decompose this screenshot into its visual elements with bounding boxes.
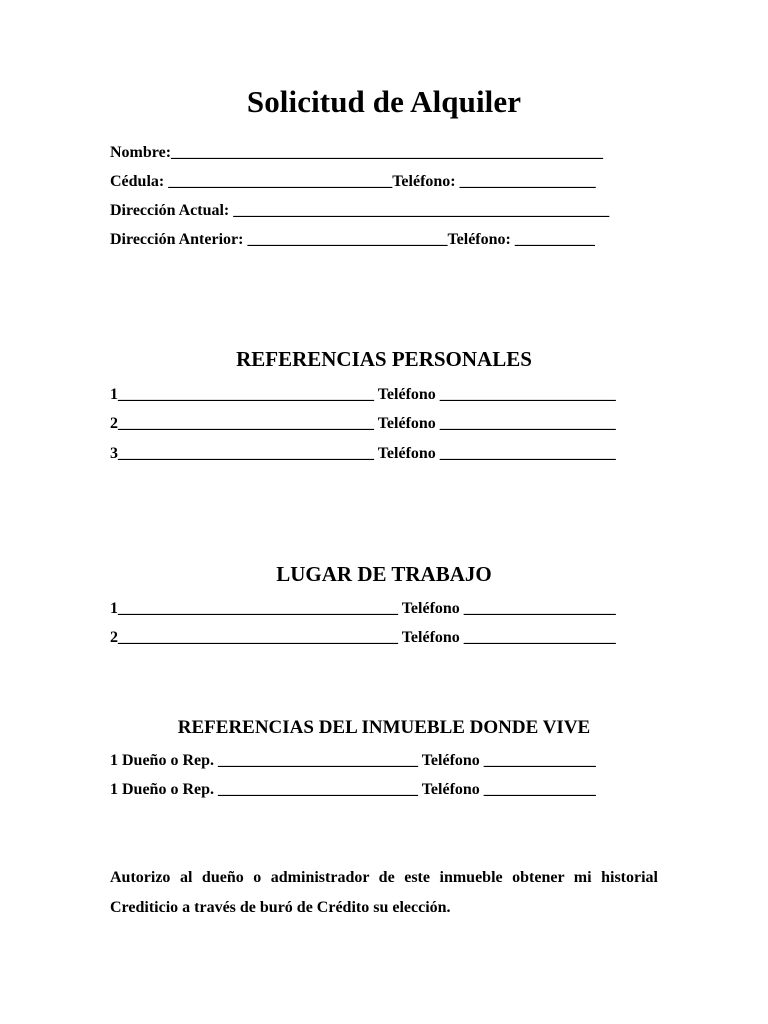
referencia-inmueble-line-2: 1 Dueño o Rep. _________________________ Teléfono ______________ <box>110 781 596 798</box>
referencia-personal-line-1: 1________________________________ Teléfono ______________________ <box>110 386 616 403</box>
autorizacion-paragraph: Autorizo al dueño o administrador de este inmueble obtener mi historial Crediticio a través de buró de Crédito su elección. <box>110 869 658 916</box>
direccion-anterior-field-line: Dirección Anterior: _________________________Teléfono: __________ <box>110 231 595 248</box>
referencias-personales-heading: REFERENCIAS PERSONALES <box>236 347 532 371</box>
lugar-trabajo-line-1: 1___________________________________ Teléfono ___________________ <box>110 600 616 617</box>
lugar-de-trabajo-heading: LUGAR DE TRABAJO <box>276 562 492 586</box>
referencias-inmueble-heading: REFERENCIAS DEL INMUEBLE DONDE VIVE <box>177 717 591 738</box>
cedula-telefono-field-line: Cédula: ____________________________Teléfono: _________________ <box>110 173 596 190</box>
referencia-personal-line-2: 2________________________________ Teléfono ______________________ <box>110 415 616 432</box>
nombre-field-line: Nombre:______________________________________________________ <box>110 144 604 161</box>
lugar-trabajo-line-2: 2___________________________________ Teléfono ___________________ <box>110 629 616 646</box>
referencia-inmueble-line-1: 1 Dueño o Rep. _________________________ Teléfono ______________ <box>110 752 596 769</box>
document-title: Solicitud de Alquiler <box>246 84 522 119</box>
direccion-actual-field-line: Dirección Actual: _______________________________________________ <box>110 202 610 219</box>
referencia-personal-line-3: 3________________________________ Teléfono ______________________ <box>110 445 616 462</box>
